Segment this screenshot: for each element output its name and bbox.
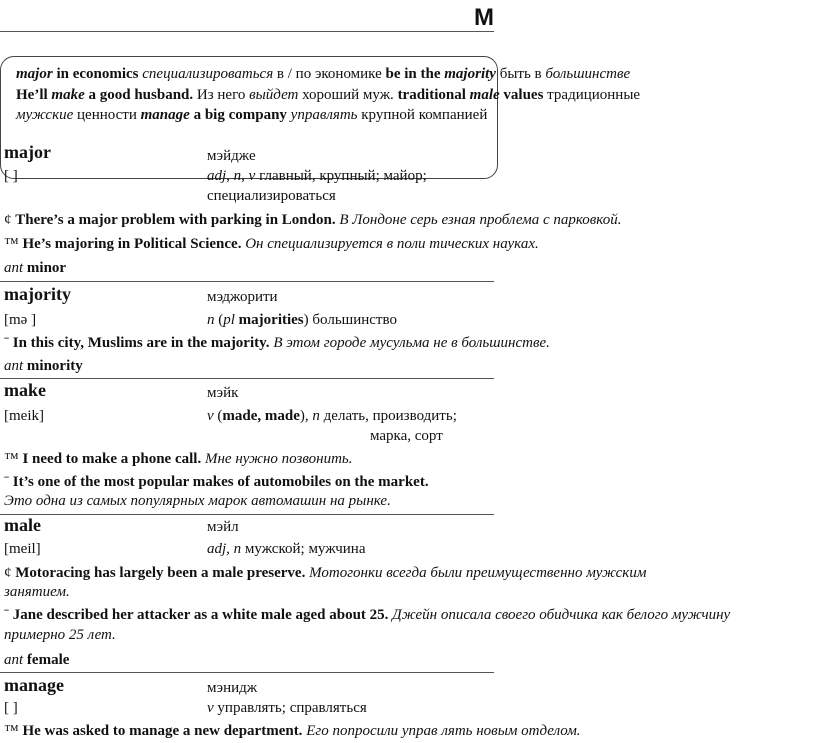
entry-rule <box>0 514 494 515</box>
example-symbol: ™ <box>4 451 19 467</box>
entry-rule <box>0 378 494 379</box>
phrase-major-rest: in economics <box>56 66 139 82</box>
example-make-2 <box>4 473 429 491</box>
pron-make: мэйк <box>207 385 239 401</box>
example-make-2-ru: Это одна из самых популярных марок автомашин на рынке. <box>4 493 391 509</box>
example-major-2 <box>4 235 539 253</box>
pron-manage: мэнидж <box>207 680 258 696</box>
example-male-1-ru-2: занятием. <box>4 584 70 600</box>
phrase-majority-ru-b: большинстве <box>545 66 631 82</box>
phrase-make-ru-b: выйдет <box>249 87 299 103</box>
example-symbol: ˉ <box>4 335 9 351</box>
meaning-make-text: делать, производить; <box>323 408 457 424</box>
phrase-majority-ru-a: быть в <box>499 66 542 82</box>
phrase-make-a: He’ll <box>16 87 48 103</box>
pos-majority: n <box>207 312 215 328</box>
example-symbol: ˉ <box>4 607 9 623</box>
meaning-male <box>207 540 365 558</box>
phrase-majority-b: majority <box>444 66 496 82</box>
example-symbol: ™ <box>4 723 19 739</box>
phrase-make-c: a good husband. <box>88 87 194 103</box>
ant-word: minority <box>26 358 83 374</box>
meaning-manage-text: управлять; справляться <box>217 700 367 716</box>
example-make-1-en: I need to make a phone call. <box>22 451 202 467</box>
example-majority-1-en: In this city, Muslims are in the majority. <box>12 335 270 351</box>
phrase-male-ru-c: ценности <box>77 107 137 123</box>
example-make-1-ru: Мне нужно позвонить. <box>204 451 353 467</box>
antonym-majority <box>4 357 83 375</box>
example-male-1-ru: Мотогонки всегда были преимущественно мужским <box>309 565 647 581</box>
transcription-major: [ ] <box>4 168 18 184</box>
headword-manage: manage <box>4 675 64 695</box>
example-manage-1-en: He was asked to manage a new department. <box>22 723 303 739</box>
meaning-major <box>207 167 427 185</box>
example-symbol: ¢ <box>4 212 12 228</box>
example-major-2-ru: Он специализируется в поли тических науках. <box>245 236 539 252</box>
meaning-male-text: мужской; мужчина <box>244 541 366 557</box>
example-make-2-en: It’s one of the most popular makes of automobiles on the market. <box>12 474 429 490</box>
phrase-manage-b: a big company <box>193 107 287 123</box>
phrase-major-ru: специализироваться <box>142 66 274 82</box>
headword-make: make <box>4 380 46 400</box>
meaning-majority: n (pl majorities) большинство <box>207 312 397 328</box>
entry-rule <box>0 672 494 673</box>
pos-major: adj, n, v <box>207 168 256 184</box>
ant-word: female <box>26 652 70 668</box>
phrase-male-ru-b: мужские <box>16 107 74 123</box>
phrase-line-3 <box>16 106 487 124</box>
example-manage-1-ru: Его попросили управ лять новым отделом. <box>306 723 581 739</box>
phrase-male-ru-a: традиционные <box>547 87 641 103</box>
example-make-1 <box>4 450 353 468</box>
meaning-majority-text: большинство <box>312 312 397 328</box>
example-male-1-en: Motoracing has largely been a male preserve. <box>15 565 306 581</box>
example-male-1 <box>4 564 646 582</box>
phrase-male-b: male <box>469 87 500 103</box>
example-major-1-ru: В Лондоне серь езная проблема с парковкой. <box>339 212 622 228</box>
pron-male: мэйл <box>207 519 239 535</box>
phrase-make-ru-c: хороший муж. <box>302 87 394 103</box>
example-male-2-ru-2: примерно 25 лет. <box>4 627 116 643</box>
phrase-manage-ru-a: управлять <box>290 107 358 123</box>
meaning-make: v (made, made), n делать, производить; <box>207 408 457 424</box>
phrase-make-b: make <box>51 87 85 103</box>
example-manage-1 <box>4 722 581 740</box>
example-symbol: ™ <box>4 236 19 252</box>
transcription-manage: [ ] <box>4 700 18 716</box>
ant-label: ant <box>4 652 24 668</box>
pl-label: pl <box>223 312 235 328</box>
meaning-manage <box>207 699 367 717</box>
example-male-2-ru: Джейн описала своего обидчика как белого мужчину <box>392 607 731 623</box>
pos-manage: v <box>207 700 214 716</box>
transcription-majority: [mə ] <box>4 312 37 328</box>
phrase-line-2 <box>16 86 640 104</box>
phrase-major-italic: major <box>16 66 53 82</box>
pos-make: v <box>207 408 214 424</box>
entry-rule <box>0 281 494 282</box>
phrase-manage-ru-b: крупной компанией <box>361 107 488 123</box>
phrase-male-a: traditional <box>397 87 466 103</box>
header-rule <box>0 31 494 32</box>
example-symbol: ˉ <box>4 474 9 490</box>
ant-word: minor <box>26 260 67 276</box>
example-majority-1-ru: В этом городе мусульма не в большинстве. <box>273 335 550 351</box>
meaning-major-text: главный, крупный; майор; <box>259 168 427 184</box>
page-letter: M <box>474 4 494 31</box>
antonym-major <box>4 259 66 277</box>
phrase-major-ru-rest: в / по экономике <box>276 66 382 82</box>
ant-label: ant <box>4 260 24 276</box>
example-male-2 <box>4 606 730 624</box>
phrase-line-1 <box>16 65 630 83</box>
phrase-make-ru-a: Из него <box>196 87 246 103</box>
phrase-male-c: values <box>503 87 544 103</box>
headword-male: male <box>4 515 41 535</box>
transcription-male: [meil] <box>4 541 41 557</box>
forms-make: made, made <box>222 408 300 424</box>
meaning-make-2: марка, сорт <box>370 428 443 444</box>
example-majority-1 <box>4 334 550 352</box>
phrase-manage-a: manage <box>140 107 190 123</box>
meaning-major-2: специализироваться <box>207 188 336 204</box>
phrase-majority-a: be in the <box>385 66 441 82</box>
example-major-1 <box>4 211 622 229</box>
pron-majority: мэджорити <box>207 289 278 305</box>
transcription-make: [meik] <box>4 408 44 424</box>
pron-major: мэйдже <box>207 148 256 164</box>
pl-word: majorities <box>238 312 304 328</box>
headword-majority: majority <box>4 284 71 304</box>
antonym-male <box>4 651 69 669</box>
ant-label: ant <box>4 358 24 374</box>
headword-major: major <box>4 142 51 162</box>
example-major-1-en: There’s a major problem with parking in London. <box>15 212 336 228</box>
pos-male: adj, n <box>207 541 242 557</box>
example-male-2-en: Jane described her attacker as a white male aged about 25. <box>12 607 389 623</box>
example-symbol: ¢ <box>4 565 12 581</box>
example-major-2-en: He’s majoring in Political Science. <box>22 236 242 252</box>
pos2-make: n <box>312 408 320 424</box>
